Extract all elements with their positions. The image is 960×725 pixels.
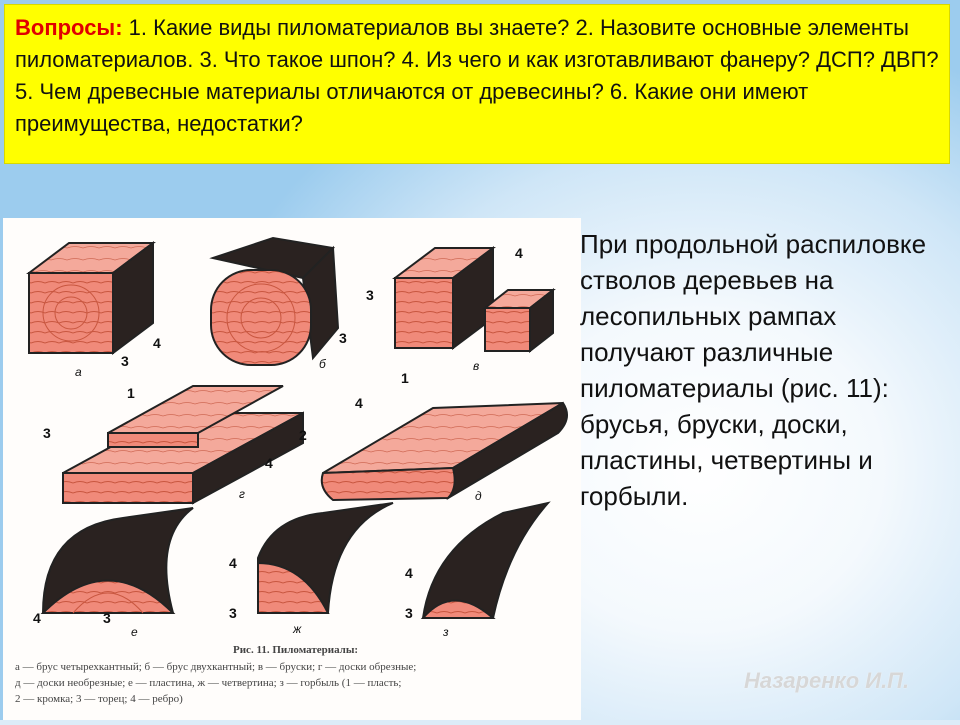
label-a-4: 4 <box>153 335 161 351</box>
lumber-figure <box>3 218 581 720</box>
label-zh-4: 4 <box>229 555 237 571</box>
label-g-4: 4 <box>265 455 273 471</box>
edged-boards <box>63 386 303 503</box>
label-z-4: 4 <box>405 565 413 581</box>
letter-zh: ж <box>293 622 302 636</box>
label-d-1: 1 <box>401 370 409 386</box>
letter-v: в <box>473 359 480 373</box>
label-zh-3: 3 <box>229 605 237 621</box>
letter-d: д <box>475 489 482 503</box>
letter-e: е <box>131 625 138 639</box>
figure-caption-line-1: а — брус четырехкантный; б — брус двухкантный; в — бруски; г — доски обрезные; <box>15 661 417 673</box>
questions-box <box>4 4 950 164</box>
label-z-3: 3 <box>405 605 413 621</box>
label-a-3: 3 <box>121 353 129 369</box>
label-e-3: 3 <box>103 610 111 626</box>
half-log-plate <box>43 508 193 613</box>
slab <box>423 503 548 618</box>
label-e-4: 4 <box>33 610 41 626</box>
body-paragraph: При продольной распиловке стволов деревьев на лесопильных рампах получают различные пиломатериалы (рис. 11): брусья, бруски, доски, пластины, четвертины и горбыли. <box>580 229 927 511</box>
bars <box>395 248 553 351</box>
label-v-4: 4 <box>515 245 523 261</box>
figure-caption-line-2: д — доски необрезные; е — пластина, ж — четвертина; з — горбыль (1 — пласть; <box>15 677 402 689</box>
label-g-1: 1 <box>127 385 135 401</box>
figure-caption-line-3: 2 — кромка; 3 — торец; 4 — ребро) <box>15 693 183 705</box>
label-g-3: 3 <box>43 425 51 441</box>
quarter-log <box>258 503 393 613</box>
label-g-2: 2 <box>299 427 307 443</box>
beam-four-sided <box>29 243 153 353</box>
questions-lead: Вопросы: <box>15 15 123 40</box>
label-b-3: 3 <box>339 330 347 346</box>
letter-b: б <box>319 357 326 371</box>
label-d-4: 4 <box>355 395 363 411</box>
unedged-board <box>322 403 567 500</box>
label-v-3: 3 <box>366 287 374 303</box>
letter-z: з <box>443 625 449 639</box>
lumber-illustration <box>3 218 581 720</box>
questions-text: 1. Какие виды пиломатериалов вы знаете? 2. Назовите основные элементы пиломатериалов. 3. Что такое шпон? 4. Из чего и как изготавливают фанеру? ДСП? ДВП? 5. Чем древесные материалы отличаются от древесины? 6. Какие они имеют преимущества, недостатки? <box>15 15 939 136</box>
figure-caption-title: Рис. 11. Пиломатериалы: <box>233 644 359 656</box>
beam-two-sided <box>211 238 338 365</box>
author-watermark: Назаренко И.П. <box>744 668 910 693</box>
letter-a: а <box>75 365 82 379</box>
letter-g: г <box>239 487 245 501</box>
